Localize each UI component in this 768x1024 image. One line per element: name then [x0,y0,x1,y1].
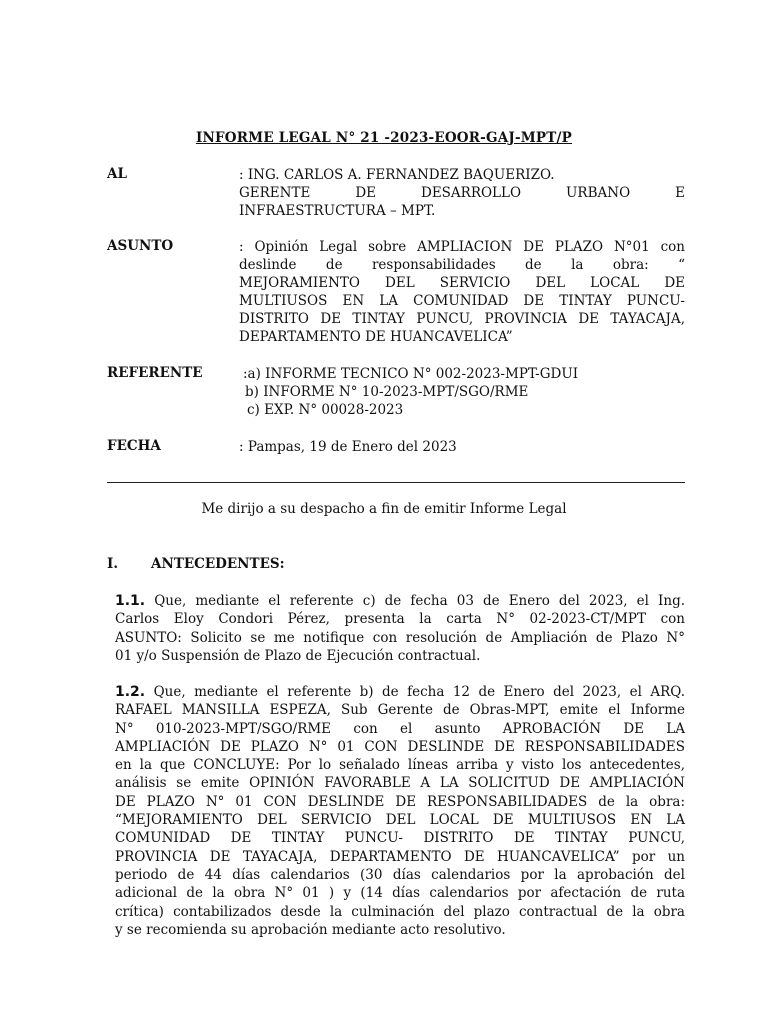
al-line: INFRAESTRUCTURA – MPT. [239,203,436,219]
paragraph-line: DE PLAZO N° 01 CON DESLINDE DE RESPONSABILIDADES de la obra: [115,793,685,810]
referente-value [243,365,689,419]
section-heading [107,556,285,572]
referente-line: c) EXP. N° 00028-2023 [247,402,404,418]
asunto-line: DEPARTAMENTO DE HUANCAVELICA” [239,329,513,345]
al-line: GERENTE DE DESARROLLO URBANO E [239,185,685,201]
paragraph-number: 1.2. [115,684,146,700]
paragraph-line: 01 y/o Suspensión de Plazo de Ejecución contractual. [115,647,481,664]
document-title: INFORME LEGAL N° 21 -2023-EOOR-GAJ-MPT/P [195,130,573,146]
asunto-line: MULTIUSOS EN LA COMUNIDAD DE TINTAY PUNCU- [239,293,685,309]
referente-label: REFERENTE [107,365,203,381]
asunto-line: deslinde de responsabilidades de la obra: “ [239,257,685,273]
al-line: : ING. CARLOS A. FERNANDEZ BAQUERIZO. [239,167,555,183]
fecha-value: : Pampas, 19 de Enero del 2023 [239,439,457,455]
asunto-line: MEJORAMIENTO DEL SERVICIO DEL LOCAL DE [239,275,685,291]
paragraph-line: y se recomienda su aprobación mediante acto resolutivo. [115,921,506,938]
paragraph-line: Carlos Eloy Condori Pérez, presenta la carta N° 02-2023-CT/MPT con [115,611,685,628]
divider [107,482,685,483]
paragraph-1-2 [115,683,685,939]
al-label: AL [107,166,127,182]
fecha-label: FECHA [107,438,161,454]
paragraph-line [115,592,685,610]
paragraph-line: AMPLIACIÓN DE PLAZO N° 01 CON DESLINDE DE RESPONSABILIDADES [115,738,685,755]
asunto-label: ASUNTO [107,238,174,254]
paragraph-line: en la que CONCLUYE: Por lo señalado líneas arriba y visto los antecedentes, [115,757,685,774]
paragraph-line: RAFAEL MANSILLA ESPEZA, Sub Gerente de Obras-MPT, emite el Informe [115,702,685,719]
paragraph-line: periodo de 44 días calendarios (30 días calendarios por la aprobación del [115,866,685,883]
paragraph-text: Que, mediante el referente b) de fecha 12 de Enero del 2023, el ARQ. [145,684,685,700]
paragraph-line: “MEJORAMIENTO DEL SERVICIO DEL LOCAL DE MULTIUSOS EN LA [115,812,685,829]
section-title: ANTECEDENTES: [151,556,285,572]
section-number: I. [107,556,119,572]
asunto-line: DISTRITO DE TINTAY PUNCU, PROVINCIA DE TAYACAJA, [239,311,685,327]
paragraph-line: crítica) contabilizados desde la culminación del plazo contractual de la obra [115,903,685,920]
asunto-line: : Opinión Legal sobre AMPLIACION DE PLAZO N°01 con [239,239,685,255]
paragraph-line [115,683,685,701]
referente-line: b) INFORME N° 10-2023-MPT/SGO/RME [245,384,529,400]
paragraph-line: adicional de la obra N° 01 ) y (14 días calendarios por afectación de ruta [115,885,685,902]
paragraph-text: Que, mediante el referente c) de fecha 03 de Enero del 2023, el Ing. [145,593,685,609]
asunto-value [239,238,685,346]
paragraph-number: 1.1. [115,593,146,609]
paragraph-line: PROVINCIA DE TAYACAJA, DEPARTAMENTO DE HUANCAVELICA” por un [115,848,685,865]
al-value [239,166,685,220]
paragraph-1-1 [115,592,685,665]
paragraph-line: análisis se emite OPINIÓN FAVORABLE A LA SOLICITUD DE AMPLIACIÓN [115,775,685,792]
referente-line: :a) INFORME TECNICO N° 002-2023-MPT-GDUI [243,366,579,382]
paragraph-line: COMUNIDAD DE TINTAY PUNCU- DISTRITO DE TINTAY PUNCU, [115,830,685,847]
intro-text: Me dirijo a su despacho a fin de emitir Informe Legal [201,501,567,517]
paragraph-line: N° 010-2023-MPT/SGO/RME con el asunto APROBACIÓN DE LA [115,720,685,737]
paragraph-line: ASUNTO: Solicito se me notifique con resolución de Ampliación de Plazo N° [115,629,685,646]
